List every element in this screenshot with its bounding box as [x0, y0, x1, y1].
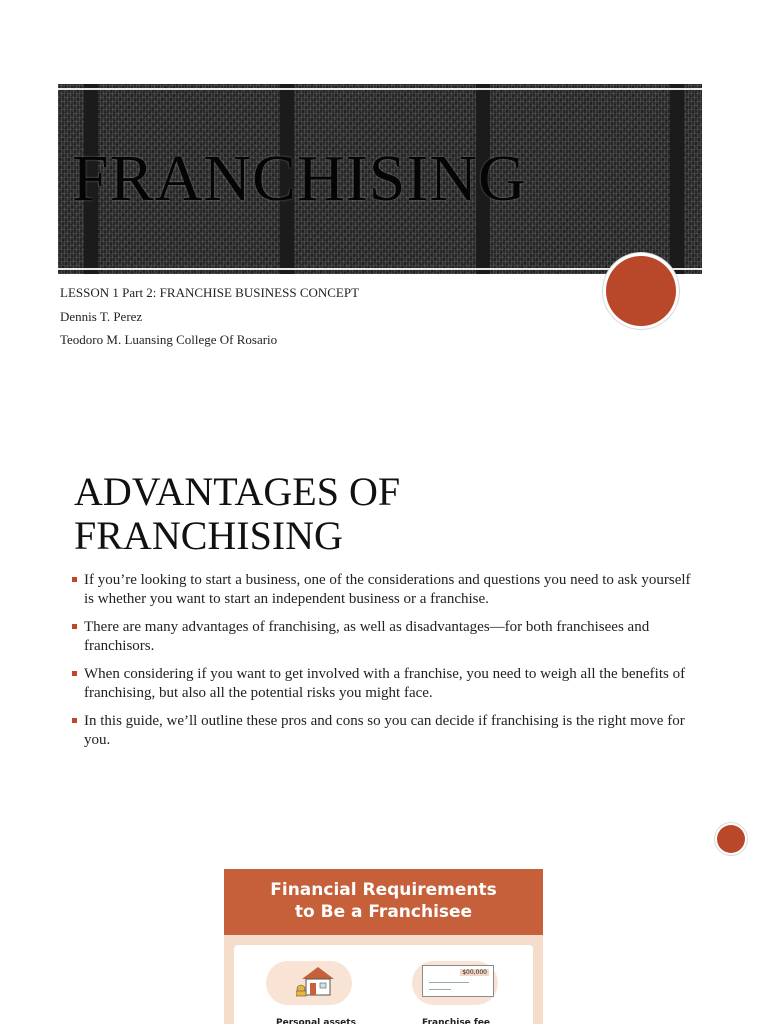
bullet-item: [72, 571, 702, 609]
lesson-subtitle: LESSON 1 Part 2: FRANCHISE BUSINESS CONCEPT: [60, 285, 360, 300]
bullet-text: There are many advantages of franchising, as well as disadvantages—for both franchisees and franchisors.: [84, 619, 650, 654]
title-slide: [0, 0, 768, 400]
franchise-fee-label: Franchise fee: [422, 1018, 491, 1024]
infographic-body: [234, 945, 533, 1024]
house-coins-icon: [296, 963, 336, 997]
bullet-marker-icon: [72, 577, 77, 582]
bullet-item: [72, 618, 702, 656]
slide-title: FRANCHISING: [72, 142, 527, 215]
accent-circle-small: [717, 825, 745, 853]
heading-line-1: ADVANTAGES OF: [74, 469, 401, 514]
banner-rule-top: [58, 88, 702, 90]
check-line: [429, 989, 451, 990]
check-icon: [422, 965, 494, 997]
author-name: Dennis T. Perez: [60, 309, 143, 324]
check-amount: $00,000: [462, 969, 487, 976]
bullet-text: If you’re looking to start a business, one of the considerations and questions you need to ask yourself is whether you want to start an independent business or a franchise.: [84, 572, 691, 607]
bullet-item: [72, 665, 702, 703]
infographic-title-line-2: to Be a Franchisee: [294, 902, 473, 922]
personal-assets-label: Personal assets: [276, 1018, 356, 1024]
banner-rule-bottom: [58, 268, 702, 270]
bullet-text: In this guide, we’ll outline these pros and cons so you can decide if franchising is the right move for you.: [84, 713, 685, 748]
banner-stripe: [670, 84, 684, 274]
infographic-header: [224, 869, 543, 935]
heading-line-2: FRANCHISING: [74, 513, 343, 558]
financial-requirements-infographic: [224, 869, 543, 1024]
accent-circle: [606, 256, 676, 326]
infographic-title-line-1: Financial Requirements: [270, 880, 497, 900]
bullet-text: When considering if you want to get involved with a franchise, you need to weigh all the benefits of franchising, but also all the potential risks you might face.: [84, 666, 686, 701]
check-line: [429, 982, 469, 983]
advantages-heading: [74, 470, 534, 558]
bullet-item: [72, 712, 702, 750]
advantages-bullet-list: [72, 571, 702, 759]
institution-name: Teodoro M. Luansing College Of Rosario: [60, 332, 278, 347]
bullet-marker-icon: [72, 671, 77, 676]
bullet-marker-icon: [72, 718, 77, 723]
bullet-marker-icon: [72, 624, 77, 629]
